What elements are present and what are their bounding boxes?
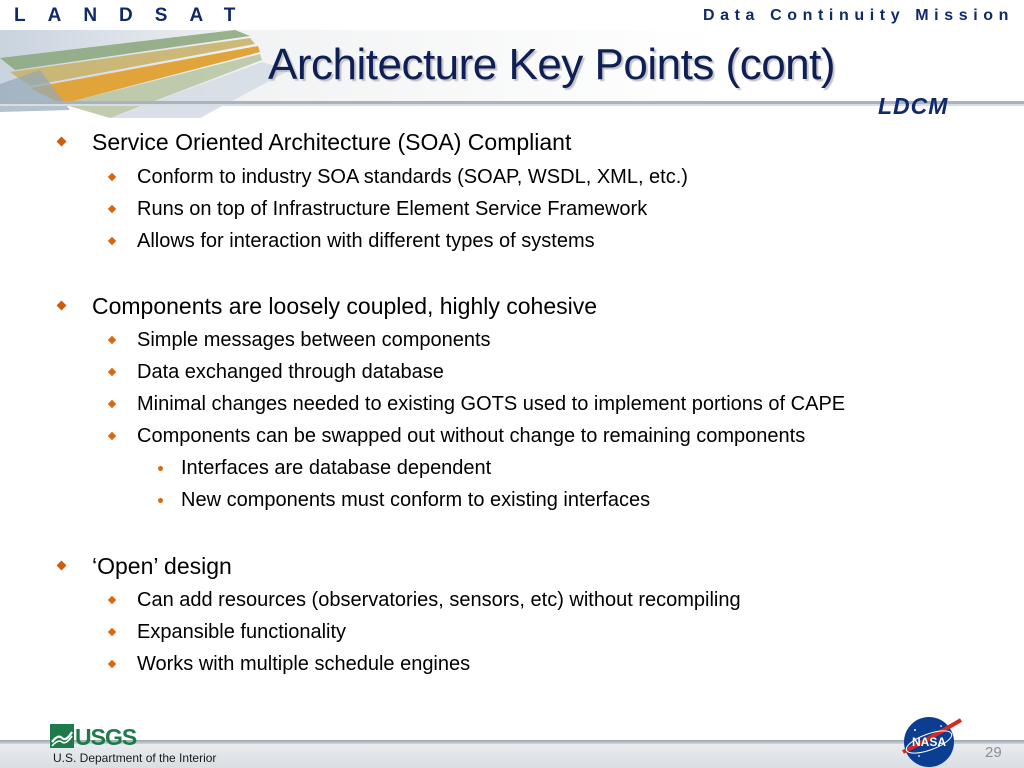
list-item xyxy=(137,589,741,612)
list-item xyxy=(137,653,470,676)
list-item xyxy=(92,129,571,156)
list-item xyxy=(137,361,444,384)
list-item xyxy=(137,166,688,189)
list-item xyxy=(181,489,650,512)
list-item-text: Works with multiple schedule engines xyxy=(137,653,471,675)
page-title: Architecture Key Points (cont) xyxy=(268,40,836,89)
list-item-text: Components are loosely coupled, highly cohesive xyxy=(92,293,598,319)
bullet-diamond-icon xyxy=(57,301,67,311)
list-item xyxy=(137,621,346,644)
landsat-wordmark: LANDSAT xyxy=(14,5,258,26)
list-item-text: Data exchanged through database xyxy=(137,361,444,383)
list-item-text: Runs on top of Infrastructure Element Service Framework xyxy=(137,198,648,220)
bullet-dot-icon xyxy=(158,498,163,503)
usgs-logo xyxy=(50,724,146,748)
list-item-text: Can add resources (observatories, sensors, etc) without recompiling xyxy=(137,589,741,611)
department-label: U.S. Department of the Interior xyxy=(53,751,217,765)
list-item-text: Expansible functionality xyxy=(137,621,347,643)
list-item xyxy=(137,329,491,352)
list-item-text: Service Oriented Architecture (SOA) Compliant xyxy=(92,129,572,155)
mission-wordmark: Data Continuity Mission xyxy=(702,7,1014,24)
bullet-diamond-icon xyxy=(108,660,116,668)
bullet-diamond-icon xyxy=(57,137,67,147)
ldcm-logo: LDCM xyxy=(878,93,949,118)
bullet-dot-icon xyxy=(158,466,163,471)
list-item-text: Allows for interaction with different types of systems xyxy=(137,230,595,252)
list-item xyxy=(137,230,595,253)
list-item xyxy=(92,293,597,320)
list-item xyxy=(137,198,647,221)
page-number: 29 xyxy=(985,744,1002,761)
bullet-diamond-icon xyxy=(108,596,116,604)
list-item-text: Components can be swapped out without change to remaining components xyxy=(137,425,806,447)
nasa-logo-text: NASA xyxy=(911,735,947,749)
list-item-text: Conform to industry SOA standards (SOAP, WSDL, XML, etc.) xyxy=(137,166,688,188)
list-item-text: ‘Open’ design xyxy=(92,553,232,579)
bullet-diamond-icon xyxy=(108,400,116,408)
bullet-diamond-icon xyxy=(108,368,116,376)
list-item xyxy=(181,457,491,480)
list-item-text: Simple messages between components xyxy=(137,329,491,351)
usgs-logo-text: USGS xyxy=(75,724,137,748)
bullet-diamond-icon xyxy=(108,173,116,181)
bullet-diamond-icon xyxy=(108,628,116,636)
bullet-diamond-icon xyxy=(108,432,116,440)
list-item xyxy=(137,393,845,416)
bullet-diamond-icon xyxy=(108,205,116,213)
bullet-diamond-icon xyxy=(108,336,116,344)
bullet-diamond-icon xyxy=(57,561,67,571)
bullet-diamond-icon xyxy=(108,237,116,245)
list-item xyxy=(92,553,232,580)
list-item-text: New components must conform to existing interfaces xyxy=(181,489,651,511)
list-item-text: Minimal changes needed to existing GOTS used to implement portions of CAPE xyxy=(137,393,846,415)
nasa-logo xyxy=(897,712,965,768)
list-item-text: Interfaces are database dependent xyxy=(181,457,492,479)
list-item xyxy=(137,425,805,448)
